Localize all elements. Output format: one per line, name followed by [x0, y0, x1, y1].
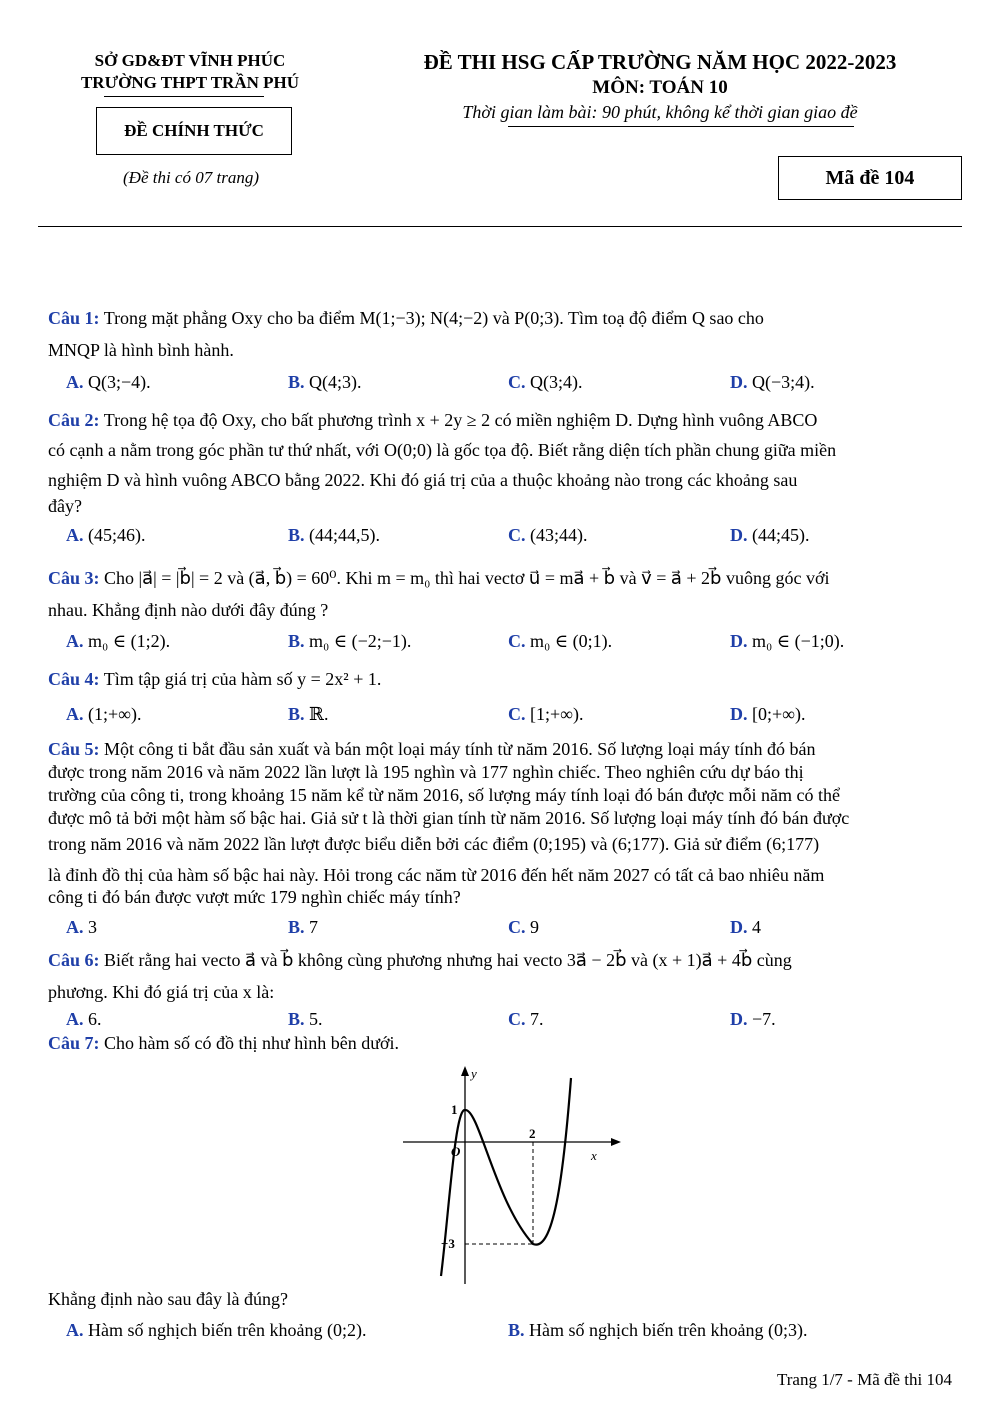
question-7-prompt: Khẳng định nào sau đây là đúng? [48, 1289, 288, 1309]
q5-option-c: C. 9 [508, 917, 539, 937]
question-5-line7: công ti đó bán được vượt mức 179 nghìn chiếc máy tính? [48, 887, 461, 907]
question-line: Trong hệ tọa độ Oxy, cho bất phương trình x + 2y ≥ 2 có miền nghiệm D. Dựng hình vuông ABCO [103, 410, 818, 430]
q2-option-c: C. (43;44). [508, 525, 588, 545]
question-2-line4: đây? [48, 496, 82, 516]
question-label: Câu 5: [48, 739, 100, 759]
q2-option-a: A. (45;46). [66, 525, 146, 545]
tick-label-minus3: −3 [441, 1236, 455, 1251]
time-underline [508, 126, 854, 127]
question-label: Câu 1: [48, 308, 100, 328]
cubic-function-graph [395, 1062, 625, 1287]
function-curve [441, 1078, 571, 1276]
q2-option-d: D. (44;45). [730, 525, 810, 545]
q6-option-a: A. 6. [66, 1009, 102, 1029]
school-underline [104, 96, 264, 97]
question-3: Câu 3: Cho |a⃗| = |b⃗| = 2 và (a⃗, b⃗) = 60⁰. Khi m = m₀ thì hai vectơ u⃗ = ma⃗ + b⃗ và v⃗ = a⃗ + 2b⃗ vuông góc với [48, 568, 830, 588]
question-5-line4: được mô tả bởi một hàm số bậc hai. Giả sử t là thời gian tính từ năm 2016. Số lượng loại máy tính đó bán được [48, 808, 850, 828]
question-6: Câu 6: Biết rằng hai vecto a⃗ và b⃗ không cùng phương nhưng hai vecto 3a⃗ − 2b⃗ và (x + 1)a⃗ + 4b⃗ cùng [48, 950, 792, 970]
q7-option-b: B. Hàm số nghịch biến trên khoảng (0;3). [508, 1320, 808, 1340]
question-5: Câu 5: Một công ti bắt đầu sản xuất và bán một loại máy tính từ năm 2016. Số lượng loại máy tính đó bán [48, 739, 816, 759]
page-footer: Trang 1/7 - Mã đề thi 104 [776, 1370, 952, 1389]
question-5-line3: trường của công ti, trong khoảng 15 năm kể từ năm 2016, số lượng máy tính loại đó bán được mỗi năm có thể [48, 785, 840, 805]
q5-option-d: D. 4 [730, 917, 761, 937]
time-note: Thời gian làm bài: 90 phút, không kể thời gian giao đề [462, 102, 858, 122]
q2-option-b: B. (44;44,5). [288, 525, 381, 545]
question-line: Trong mặt phẳng Oxy cho ba điểm M(1;−3); N(4;−2) và P(0;3). Tìm toạ độ điểm Q sao cho [103, 308, 764, 328]
question-4: Câu 4: Tìm tập giá trị của hàm số y = 2x² + 1. [48, 669, 382, 689]
tick-label-1: 1 [451, 1102, 458, 1117]
q7-option-a: A. Hàm số nghịch biến trên khoảng (0;2). [66, 1320, 367, 1340]
question-6-line2: phương. Khi đó giá trị của x là: [48, 982, 275, 1002]
q4-option-c: C. [1;+∞). [508, 704, 584, 724]
pages-note: (Đề thi có 07 trang) [123, 168, 259, 187]
question-label: Câu 3: [48, 568, 100, 588]
question-label: Câu 7: [48, 1033, 100, 1053]
q3-option-a: A. m₀ ∈ (1;2). [66, 631, 171, 651]
question-5-line6: là đỉnh đồ thị của hàm số bậc hai này. Hỏi trong các năm từ 2016 đến hết năm 2027 có tất cả bao nhiêu năm [48, 865, 825, 885]
question-2-line2: có cạnh a nằm trong góc phần tư thứ nhất, với O(0;0) là gốc tọa độ. Biết rằng diện tích phần chung giữa miền [48, 440, 837, 460]
header-divider [38, 226, 962, 227]
q1-option-a: A. Q(3;−4). [66, 372, 151, 392]
school-name: TRƯỜNG THPT TRẦN PHÚ [80, 73, 300, 92]
q1-option-b: B. Q(4;3). [288, 372, 362, 392]
y-axis-label: y [471, 1066, 477, 1081]
exam-title: ĐỀ THI HSG CẤP TRƯỜNG NĂM HỌC 2022-2023 [423, 50, 897, 74]
question-1 [48, 306, 953, 331]
q6-option-c: C. 7. [508, 1009, 544, 1029]
exam-code: Mã đề 104 [778, 156, 962, 200]
q1-option-d: D. Q(−3;4). [730, 372, 815, 392]
official-label: ĐỀ CHÍNH THỨC [96, 107, 292, 155]
q3-option-c: C. m₀ ∈ (0;1). [508, 631, 613, 651]
q3-option-d: D. m₀ ∈ (−1;0). [730, 631, 845, 651]
q4-option-b: B. ℝ. [288, 704, 329, 724]
question-7: Câu 7: Cho hàm số có đồ thị như hình bên dưới. [48, 1033, 400, 1053]
question-3-line2: nhau. Khẳng định nào dưới đây đúng ? [48, 600, 329, 620]
subject: MÔN: TOÁN 10 [592, 77, 728, 98]
q4-option-d: D. [0;+∞). [730, 704, 806, 724]
q1-option-c: C. Q(3;4). [508, 372, 583, 392]
x-axis-label: x [591, 1148, 597, 1163]
x-axis-arrow [611, 1138, 621, 1146]
question-2 [48, 408, 953, 433]
q3-option-b: B. m₀ ∈ (−2;−1). [288, 631, 412, 651]
department-name: SỞ GD&ĐT VĨNH PHÚC [94, 51, 286, 70]
question-label: Câu 2: [48, 410, 100, 430]
question-5-line2: được trong năm 2016 và năm 2022 lần lượt là 195 nghìn và 177 nghìn chiếc. Theo nghiên cứu dự báo thị [48, 762, 804, 782]
q5-option-a: A. 3 [66, 917, 97, 937]
y-axis-arrow [461, 1066, 469, 1076]
question-label: Câu 4: [48, 669, 100, 689]
question-5-line5: trong năm 2016 và năm 2022 lần lượt được biểu diễn bởi các điểm (0;195) và (6;177). Giả sử điểm (6;177) [48, 834, 820, 854]
question-label: Câu 6: [48, 950, 100, 970]
q5-option-b: B. 7 [288, 917, 319, 937]
question-1-line2 [48, 338, 953, 363]
q6-option-d: D. −7. [730, 1009, 776, 1029]
q6-option-b: B. 5. [288, 1009, 323, 1029]
origin-label: O [451, 1144, 461, 1159]
question-2-line3: nghiệm D và hình vuông ABCO bằng 2022. Khi đó giá trị của a thuộc khoảng nào trong các khoảng sau [48, 470, 798, 490]
q4-option-a: A. (1;+∞). [66, 704, 142, 724]
tick-label-2: 2 [529, 1126, 536, 1141]
question-line: MNQP là hình bình hành. [48, 340, 234, 360]
